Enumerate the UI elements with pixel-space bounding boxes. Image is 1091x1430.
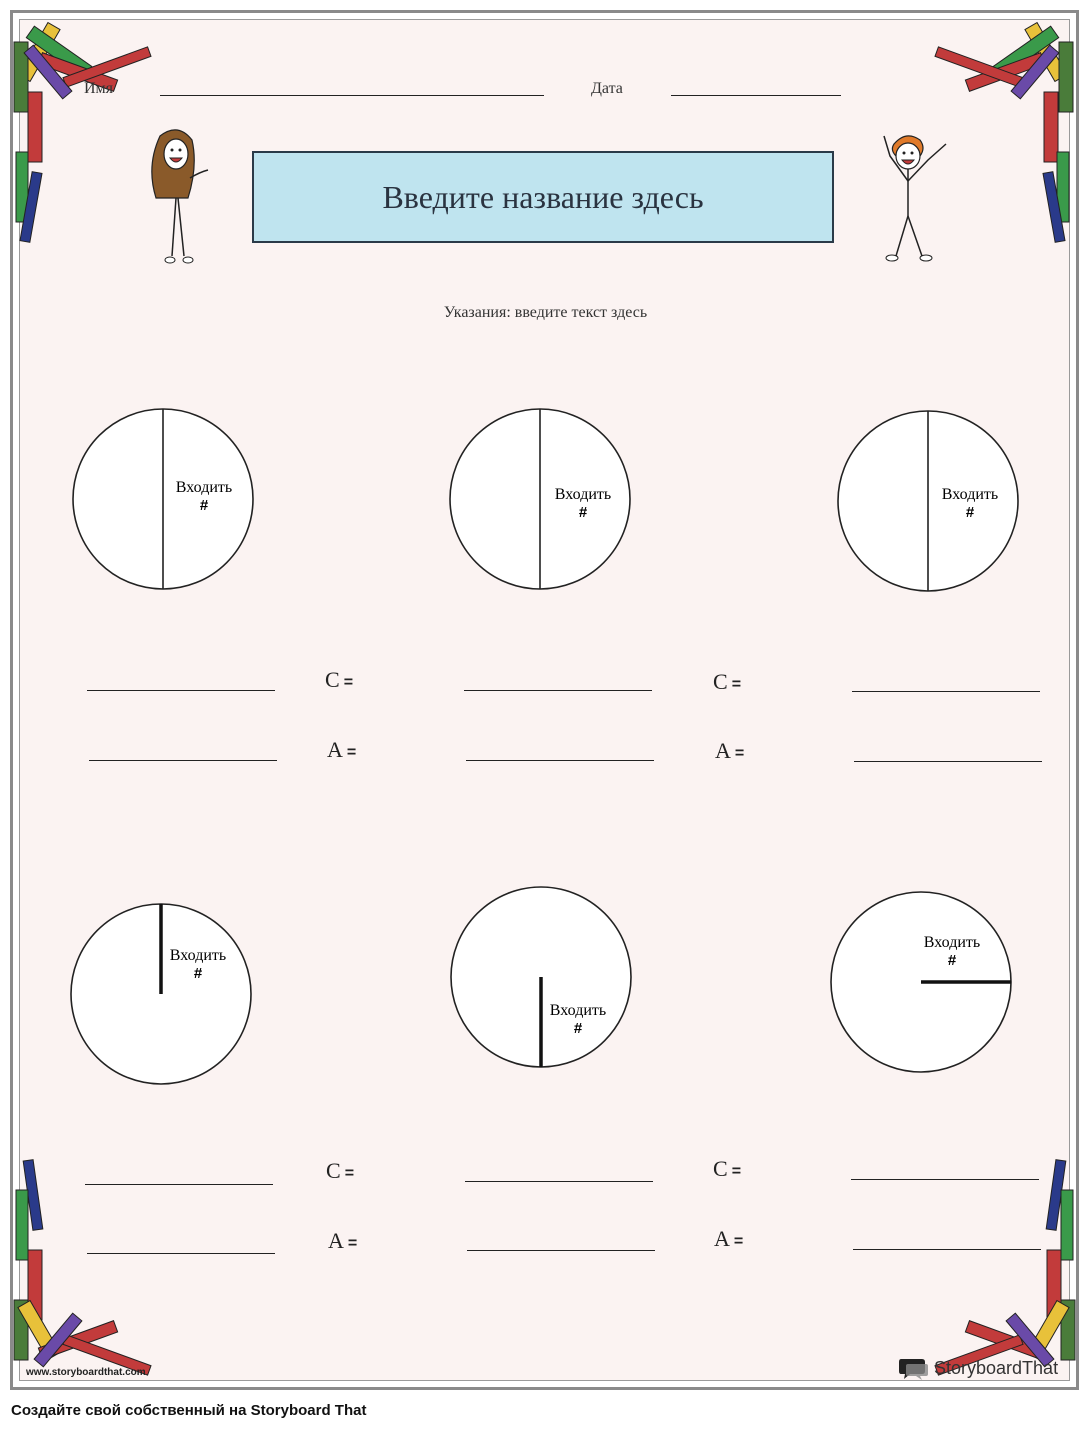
answer-line-2-c[interactable] — [464, 690, 652, 691]
circle-2 — [450, 409, 630, 589]
a-equals-4: A = — [714, 1226, 744, 1251]
answer-line-1-c[interactable] — [87, 690, 275, 691]
answer-line-6-a[interactable] — [853, 1249, 1041, 1250]
circle-3-mark: # — [965, 504, 975, 521]
a-equals-1: A = — [327, 737, 357, 762]
worksheet-title: Введите название здесь — [382, 178, 704, 215]
c-equals-4: C = — [713, 1156, 742, 1181]
answer-line-3-a[interactable] — [854, 761, 1042, 762]
answer-line-4-c[interactable] — [85, 1184, 273, 1185]
a-equals-2: A = — [715, 738, 745, 763]
answer-line-1-a[interactable] — [89, 760, 277, 761]
create-your-own-link[interactable]: Создайте свой собственный на Storyboard That — [11, 1402, 367, 1419]
c-equals-1: C = — [325, 667, 354, 692]
answer-line-3-c[interactable] — [852, 691, 1040, 692]
circle-1-mark: # — [199, 497, 209, 514]
circle-5-mark: # — [573, 1020, 583, 1037]
circle-2-label: Входить — [554, 486, 612, 503]
date-label: Дата — [591, 80, 623, 97]
storyboardthat-logo[interactable] — [898, 1356, 1058, 1380]
circle-6-label: Входить — [923, 934, 981, 951]
circle-4-label: Входить — [169, 947, 227, 964]
circle-3 — [838, 411, 1018, 591]
name-label: Имя — [84, 80, 114, 97]
circle-5-label: Входить — [549, 1002, 607, 1019]
c-equals-3: C = — [326, 1158, 355, 1183]
a-equals-3: A = — [328, 1228, 358, 1253]
answer-line-5-a[interactable] — [467, 1250, 655, 1251]
circle-2-mark: # — [578, 504, 588, 521]
circle-4 — [71, 904, 251, 1084]
brand-name: StoryboardThat — [934, 1357, 1059, 1378]
c-equals-2: C = — [713, 669, 742, 694]
answer-line-5-c[interactable] — [465, 1181, 653, 1182]
circle-6-mark: # — [947, 952, 957, 969]
storyboardthat-url[interactable]: www.storyboardthat.com — [26, 1367, 146, 1378]
circle-1 — [73, 409, 253, 589]
speech-bubble-icon — [898, 1356, 928, 1380]
answer-line-2-a[interactable] — [466, 760, 654, 761]
circle-4-mark: # — [193, 965, 203, 982]
circle-5 — [451, 887, 631, 1067]
circle-6 — [831, 892, 1011, 1072]
circle-3-label: Входить — [941, 486, 999, 503]
instructions-text: Указания: введите текст здесь — [443, 304, 648, 321]
circle-1-label: Входить — [175, 479, 233, 496]
answer-line-4-a[interactable] — [87, 1253, 275, 1254]
answer-line-6-c[interactable] — [851, 1179, 1039, 1180]
